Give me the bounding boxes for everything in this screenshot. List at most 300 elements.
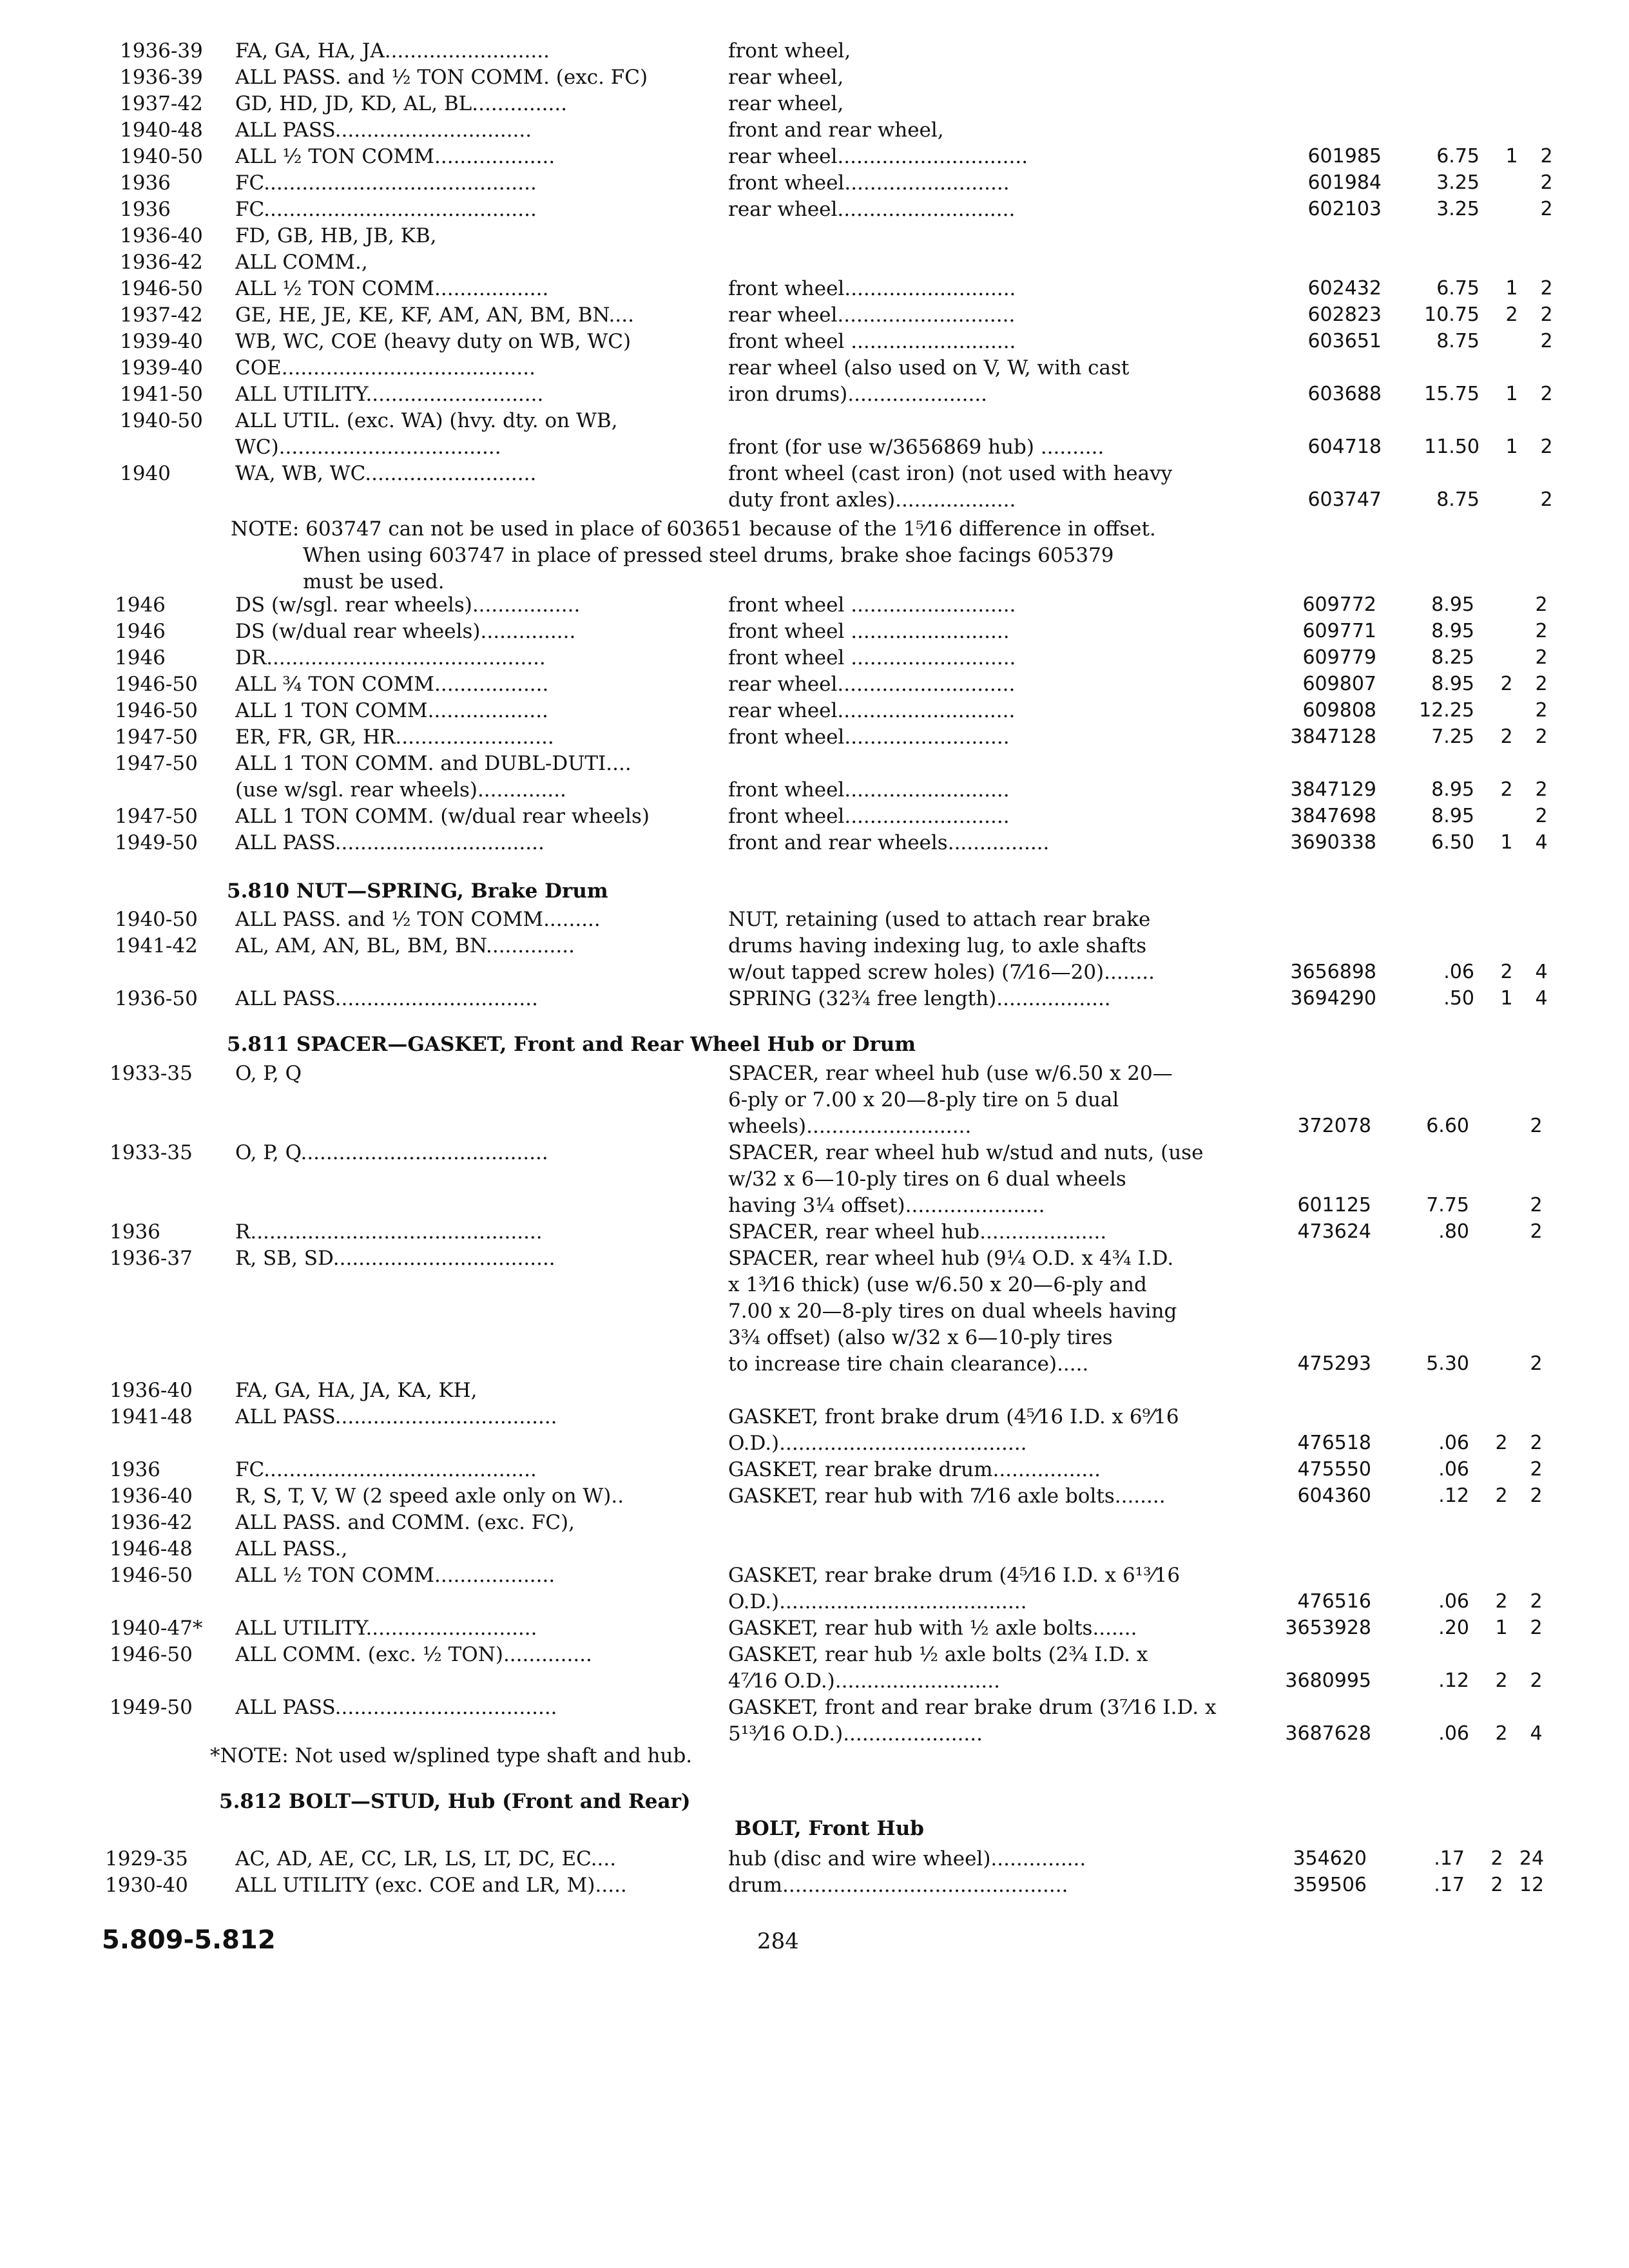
qty-b: 2 [1540, 330, 1553, 352]
table-row [120, 117, 1590, 144]
table-row [120, 486, 1590, 514]
years: 1936 [120, 171, 171, 195]
description: GASKET, rear brake drum (4⁵⁄16 I.D. x 6¹³⁄16 [728, 1564, 1181, 1587]
years: 1936 [110, 1458, 160, 1481]
models: ALL COMM., [235, 251, 368, 274]
models: ALL PASS................................ [235, 987, 538, 1010]
years: 1946-50 [115, 699, 198, 722]
table-row [110, 1535, 1590, 1562]
price: 6.75 [1436, 277, 1480, 300]
table-row [120, 64, 1590, 91]
models: ALL PASS................................. [235, 831, 545, 854]
description: SPACER, rear wheel hub (use w/6.50 x 20— [728, 1062, 1173, 1085]
table-row [110, 1615, 1590, 1642]
table-row [120, 249, 1590, 276]
qty-a: 2 [1500, 778, 1513, 801]
years: 1946-50 [110, 1564, 193, 1587]
table-row [120, 196, 1590, 223]
models: DR............................................ [235, 646, 546, 669]
price: .12 [1438, 1485, 1469, 1507]
description: GASKET, front brake drum (4⁵⁄16 I.D. x 6⁹⁄16 [728, 1405, 1179, 1428]
description: front and rear wheels................ [728, 831, 1050, 854]
qty-b: 2 [1530, 1485, 1543, 1507]
price: .17 [1434, 1847, 1465, 1870]
models: ALL UTILITY........................... [235, 1617, 537, 1640]
description: rear wheel (also used on V, W, with cast [728, 356, 1130, 380]
years: 1946-48 [110, 1537, 193, 1561]
section-range: 5.809-5.812 [102, 1925, 276, 1955]
description: w/32 x 6—10-ply tires on 6 dual wheels [728, 1168, 1126, 1191]
years: 1949-50 [110, 1696, 193, 1719]
models: ALL PASS., [235, 1537, 348, 1561]
description: front wheel.......................... [728, 171, 1010, 195]
years: 1940 [120, 462, 171, 485]
description: SPACER, rear wheel hub.................... [728, 1220, 1107, 1244]
price: 6.60 [1426, 1115, 1469, 1137]
qty-b: 2 [1530, 1432, 1543, 1454]
models: AL, AM, AN, BL, BM, BN.............. [235, 934, 575, 957]
description: SPRING (32¾ free length).................. [728, 987, 1111, 1010]
years: 1939-40 [120, 330, 203, 353]
table-row [110, 1694, 1590, 1721]
table-row [110, 1298, 1590, 1325]
part-number: 359506 [1293, 1874, 1367, 1896]
table-row [110, 1562, 1590, 1589]
models: GD, HD, JD, KD, AL, BL............... [235, 92, 568, 115]
qty-b: 4 [1530, 1722, 1543, 1745]
description: w/out tapped screw holes) (7⁄16—20)........ [728, 961, 1155, 984]
table-row [110, 1271, 1590, 1298]
section-heading-5-810: 5.810 NUT—SPRING, Brake Drum [227, 879, 608, 903]
years: 1940-50 [120, 409, 203, 432]
years: 1930-40 [105, 1874, 188, 1897]
years: 1940-50 [115, 908, 198, 931]
part-number: 603747 [1307, 488, 1382, 511]
table-row [115, 829, 1590, 856]
qty-b: 2 [1540, 198, 1553, 220]
part-number: 3694290 [1290, 987, 1376, 1010]
price: 11.50 [1424, 436, 1480, 458]
part-number: 601984 [1307, 171, 1382, 194]
part-number: 372078 [1297, 1115, 1371, 1137]
note-line-2: When using 603747 in place of pressed steel drums, brake shoe facings 605379 [303, 544, 1114, 567]
price: 6.50 [1431, 831, 1474, 854]
models: WA, WB, WC........................... [235, 462, 537, 485]
models: FA, GA, HA, JA, KA, KH, [235, 1379, 477, 1402]
qty-a: 2 [1495, 1722, 1508, 1745]
price: .50 [1443, 987, 1474, 1010]
table-row [115, 697, 1590, 724]
qty-b: 12 [1519, 1874, 1545, 1896]
qty-a: 1 [1500, 831, 1513, 854]
page-number: 284 [757, 1928, 799, 1954]
qty-a: 1 [1505, 277, 1518, 300]
table-row [120, 275, 1590, 302]
table-row [115, 671, 1590, 698]
section-heading-5-812: 5.812 BOLT—STUD, Hub (Front and Rear) [219, 1790, 691, 1813]
table-row [115, 724, 1590, 751]
qty-b: 2 [1535, 593, 1548, 616]
part-number: 3847129 [1290, 778, 1376, 801]
table-row [110, 1430, 1590, 1457]
models: O, P, Q [235, 1062, 302, 1085]
models: ALL ½ TON COMM................... [235, 145, 555, 168]
qty-b: 2 [1530, 1352, 1543, 1375]
description: x 1³⁄16 thick) (use w/6.50 x 20—6-ply and [728, 1273, 1147, 1296]
qty-a: 2 [1495, 1669, 1508, 1692]
years: 1941-48 [110, 1405, 193, 1428]
price: 6.75 [1436, 145, 1480, 168]
table-row [120, 169, 1590, 197]
qty-a: 2 [1495, 1590, 1508, 1613]
description: iron drums)...................... [728, 383, 988, 406]
qty-b: 2 [1535, 726, 1548, 748]
note-line-1: NOTE: 603747 can not be used in place of 603651 because of the 1⁵⁄16 difference in offset. [231, 517, 1156, 541]
part-number: 3656898 [1290, 961, 1376, 983]
part-number: 3653928 [1285, 1617, 1371, 1639]
part-number: 609808 [1302, 699, 1376, 722]
table-row [110, 1667, 1590, 1695]
description: wheels).......................... [728, 1115, 972, 1138]
price: .12 [1438, 1669, 1469, 1692]
models: ALL 1 TON COMM................... [235, 699, 548, 722]
part-number: 3687628 [1285, 1722, 1371, 1745]
models: ALL PASS................................... [235, 1405, 557, 1428]
years: 1936-37 [110, 1247, 193, 1270]
qty-a: 2 [1500, 726, 1513, 748]
description: front and rear wheel, [728, 119, 944, 142]
years: 1937-42 [120, 92, 203, 115]
part-number: 602823 [1307, 303, 1382, 326]
years: 1936-40 [120, 224, 203, 247]
part-number: 604360 [1297, 1485, 1371, 1507]
description: rear wheel............................ [728, 198, 1016, 221]
part-number: 3690338 [1290, 831, 1376, 854]
price: 10.75 [1424, 303, 1480, 326]
description: GASKET, rear hub with ½ axle bolts....... [728, 1617, 1137, 1640]
description: O.D.)....................................... [728, 1432, 1027, 1455]
price: .06 [1443, 961, 1474, 983]
years: 1936 [110, 1220, 160, 1244]
years: 1940-48 [120, 119, 203, 142]
part-number: 604718 [1307, 436, 1382, 458]
price: 8.75 [1436, 330, 1480, 352]
models: ER, FR, GR, HR......................... [235, 726, 554, 749]
qty-b: 2 [1540, 303, 1553, 326]
qty-a: 2 [1505, 303, 1518, 326]
table-row [110, 1113, 1590, 1140]
models: FD, GB, HB, JB, KB, [235, 224, 437, 247]
table-row [115, 959, 1590, 986]
description: 7.00 x 20—8-ply tires on dual wheels having [728, 1300, 1177, 1323]
description: SPACER, rear wheel hub (9¼ O.D. x 4¾ I.D. [728, 1247, 1174, 1270]
models: ALL COMM. (exc. ½ TON).............. [235, 1643, 592, 1666]
years: 1936-42 [110, 1511, 193, 1534]
years: 1946 [115, 646, 166, 669]
description: front wheel (cast iron) (not used with heavy [728, 462, 1173, 485]
qty-b: 2 [1530, 1669, 1543, 1692]
years: 1937-42 [120, 303, 203, 327]
description: NUT, retaining (used to attach rear brake [728, 908, 1151, 931]
years: 1929-35 [105, 1847, 188, 1870]
description: to increase tire chain clearance)..... [728, 1352, 1089, 1376]
part-number: 603688 [1307, 383, 1382, 405]
part-number: 609807 [1302, 673, 1376, 695]
part-number: 601125 [1297, 1194, 1371, 1216]
years: 1946-50 [115, 673, 198, 696]
description: front wheel ......................... [728, 620, 1010, 643]
price: .06 [1438, 1722, 1469, 1745]
description: front (for use w/3656869 hub) .......... [728, 436, 1104, 459]
part-number: 3847128 [1290, 726, 1376, 748]
models: R, SB, SD................................... [235, 1247, 555, 1270]
price: 8.95 [1431, 673, 1474, 695]
years: 1936-40 [110, 1485, 193, 1508]
description: front wheel........................... [728, 277, 1016, 300]
part-number: 609771 [1302, 620, 1376, 642]
models: ALL ½ TON COMM.................. [235, 277, 549, 300]
table-row [110, 1245, 1590, 1272]
years: 1936 [120, 198, 171, 221]
years: 1936-50 [115, 987, 198, 1010]
price: .06 [1438, 1590, 1469, 1613]
description: front wheel.......................... [728, 805, 1010, 828]
table-row [115, 750, 1590, 777]
years: 1946-50 [120, 277, 203, 300]
models: ALL PASS................................... [235, 1696, 557, 1719]
description: 4⁷⁄16 O.D.).......................... [728, 1669, 1000, 1693]
price: .20 [1438, 1617, 1469, 1639]
table-row [120, 354, 1590, 381]
qty-a: 1 [1505, 436, 1518, 458]
price: 7.25 [1431, 726, 1474, 748]
price: 8.95 [1431, 593, 1474, 616]
models: ALL PASS. and COMM. (exc. FC), [235, 1511, 575, 1534]
models: R, S, T, V, W (2 speed axle only on W).. [235, 1485, 624, 1508]
table-row [120, 222, 1590, 249]
price: .17 [1434, 1874, 1465, 1896]
description: front wheel, [728, 39, 851, 62]
table-row [110, 1588, 1590, 1615]
years: 1946-50 [110, 1643, 193, 1666]
models: R.............................................. [235, 1220, 543, 1244]
qty-b: 2 [1535, 805, 1548, 827]
qty-b: 2 [1530, 1115, 1543, 1137]
qty-b: 2 [1540, 436, 1553, 458]
models: (use w/sgl. rear wheels).............. [235, 778, 566, 802]
models: WC)................................... [235, 436, 501, 459]
years: 1940-47* [110, 1617, 203, 1640]
years: 1933-35 [110, 1141, 193, 1164]
qty-b: 2 [1535, 778, 1548, 801]
models: AC, AD, AE, CC, LR, LS, LT, DC, EC.... [235, 1847, 617, 1870]
models: ALL UTILITY (exc. COE and LR, M)..... [235, 1874, 627, 1897]
description: rear wheel............................ [728, 673, 1016, 696]
table-row [110, 1218, 1590, 1245]
qty-a: 1 [1505, 383, 1518, 405]
models: ALL UTIL. (exc. WA) (hvy. dty. on WB, [235, 409, 618, 432]
qty-b: 4 [1535, 961, 1548, 983]
qty-b: 2 [1535, 646, 1548, 669]
description: 6-ply or 7.00 x 20—8-ply tire on 5 dual [728, 1088, 1119, 1111]
qty-a: 2 [1495, 1485, 1508, 1507]
years: 1933-35 [110, 1062, 193, 1085]
qty-b: 2 [1530, 1590, 1543, 1613]
years: 1939-40 [120, 356, 203, 380]
section-heading-5-811: 5.811 SPACER—GASKET, Front and Rear Wheel Hub or Drum [227, 1033, 916, 1056]
price: 8.75 [1436, 488, 1480, 511]
qty-b: 2 [1535, 699, 1548, 722]
part-number: 602103 [1307, 198, 1382, 220]
table-row [110, 1324, 1590, 1351]
years: 1949-50 [115, 831, 198, 854]
years: 1946 [115, 620, 166, 643]
models: ALL PASS............................... [235, 119, 532, 142]
models: ALL UTILITY............................ [235, 383, 544, 406]
description: front wheel.......................... [728, 726, 1010, 749]
description: front wheel .......................... [728, 646, 1016, 669]
table-row [120, 460, 1590, 487]
qty-b: 2 [1530, 1458, 1543, 1481]
models: FC........................................... [235, 171, 537, 195]
table-row [115, 906, 1590, 933]
price: .06 [1438, 1432, 1469, 1454]
part-number: 476516 [1297, 1590, 1371, 1613]
table-row [115, 803, 1590, 830]
table-row [115, 932, 1590, 959]
description: GASKET, rear hub ½ axle bolts (2¾ I.D. x [728, 1643, 1148, 1666]
qty-b: 4 [1535, 987, 1548, 1010]
table-row [120, 434, 1590, 461]
qty-b: 2 [1530, 1220, 1543, 1243]
table-row [110, 1060, 1590, 1087]
description: rear wheel, [728, 66, 844, 89]
table-row [110, 1456, 1590, 1483]
models: ALL ½ TON COMM................... [235, 1564, 555, 1587]
table-row [110, 1377, 1590, 1404]
note-line-3: must be used. [303, 570, 445, 593]
description: GASKET, rear brake drum................. [728, 1458, 1101, 1481]
part-number: 3680995 [1285, 1669, 1371, 1692]
description: rear wheel, [728, 92, 844, 115]
table-row [105, 1872, 1590, 1899]
description: rear wheel............................ [728, 303, 1016, 327]
price: 8.95 [1431, 620, 1474, 642]
qty-b: 2 [1540, 488, 1553, 511]
table-row [120, 328, 1590, 355]
qty-a: 2 [1500, 673, 1513, 695]
qty-b: 2 [1540, 383, 1553, 405]
years: 1941-42 [115, 934, 198, 957]
models: FC........................................... [235, 1458, 537, 1481]
description: front wheel.......................... [728, 778, 1010, 802]
models: O, P, Q....................................... [235, 1141, 548, 1164]
table-row [115, 644, 1590, 671]
description: rear wheel............................ [728, 699, 1016, 722]
price: 15.75 [1424, 383, 1480, 405]
table-row [105, 1845, 1590, 1872]
table-row [120, 302, 1590, 329]
years: 1936-42 [120, 251, 203, 274]
table-row [120, 381, 1590, 408]
description: front wheel .......................... [728, 593, 1016, 617]
table-row [110, 1483, 1590, 1510]
description: drums having indexing lug, to axle shafts [728, 934, 1147, 957]
models: GE, HE, JE, KE, KF, AM, AN, BM, BN.... [235, 303, 634, 327]
description: GASKET, front and rear brake drum (3⁷⁄16 I.D. x [728, 1696, 1217, 1719]
qty-b: 24 [1519, 1847, 1545, 1870]
price: 5.30 [1426, 1352, 1469, 1375]
description: SPACER, rear wheel hub w/stud and nuts, (use [728, 1141, 1204, 1164]
table-row [120, 37, 1590, 64]
qty-a: 1 [1505, 145, 1518, 168]
qty-b: 2 [1535, 620, 1548, 642]
qty-b: 2 [1540, 145, 1553, 168]
part-number: 475550 [1297, 1458, 1371, 1481]
qty-b: 2 [1530, 1617, 1543, 1639]
table-row [110, 1350, 1590, 1378]
description: 3¾ offset) (also w/32 x 6—10-ply tires [728, 1326, 1113, 1349]
price: .80 [1438, 1220, 1469, 1243]
table-row [120, 407, 1590, 434]
models: DS (w/dual rear wheels)............... [235, 620, 576, 643]
years: 1947-50 [115, 726, 198, 749]
table-row [120, 90, 1590, 117]
models: ALL 1 TON COMM. and DUBL-DUTI.... [235, 752, 631, 775]
years: 1941-50 [120, 383, 203, 406]
qty-a: 2 [1500, 961, 1513, 983]
years: 1936-39 [120, 66, 203, 89]
part-number: 609772 [1302, 593, 1376, 616]
qty-b: 2 [1535, 673, 1548, 695]
qty-a: 2 [1495, 1432, 1508, 1454]
years: 1946 [115, 593, 166, 617]
models: ALL PASS. and ½ TON COMM......... [235, 908, 601, 931]
table-row [110, 1641, 1590, 1668]
qty-b: 4 [1535, 831, 1548, 854]
table-row [110, 1509, 1590, 1536]
description: duty front axles)................... [728, 488, 1016, 512]
models: ALL PASS. and ½ TON COMM. (exc. FC) [235, 66, 648, 89]
years: 1947-50 [115, 752, 198, 775]
table-row [120, 143, 1590, 170]
part-number: 473624 [1297, 1220, 1371, 1243]
table-row [115, 591, 1590, 619]
qty-a: 1 [1495, 1617, 1508, 1639]
years: 1947-50 [115, 805, 198, 828]
table-row [110, 1403, 1590, 1430]
description: GASKET, rear hub with 7⁄16 axle bolts........ [728, 1485, 1166, 1508]
part-number: 3847698 [1290, 805, 1376, 827]
part-number: 601985 [1307, 145, 1382, 168]
qty-a: 2 [1490, 1874, 1503, 1896]
models: ALL ¾ TON COMM.................. [235, 673, 549, 696]
qty-b: 2 [1530, 1194, 1543, 1216]
models: FC........................................... [235, 198, 537, 221]
price: 3.25 [1436, 198, 1480, 220]
price: 7.75 [1426, 1194, 1469, 1216]
qty-a: 1 [1500, 987, 1513, 1010]
years: 1940-50 [120, 145, 203, 168]
table-row [115, 618, 1590, 645]
table-row [110, 1192, 1590, 1219]
part-number: 603651 [1307, 330, 1382, 352]
description: having 3¼ offset)...................... [728, 1194, 1045, 1217]
description: hub (disc and wire wheel)............... [728, 1847, 1086, 1870]
price: 8.95 [1431, 805, 1474, 827]
models: WB, WC, COE (heavy duty on WB, WC) [235, 330, 631, 353]
models: COE........................................ [235, 356, 535, 380]
